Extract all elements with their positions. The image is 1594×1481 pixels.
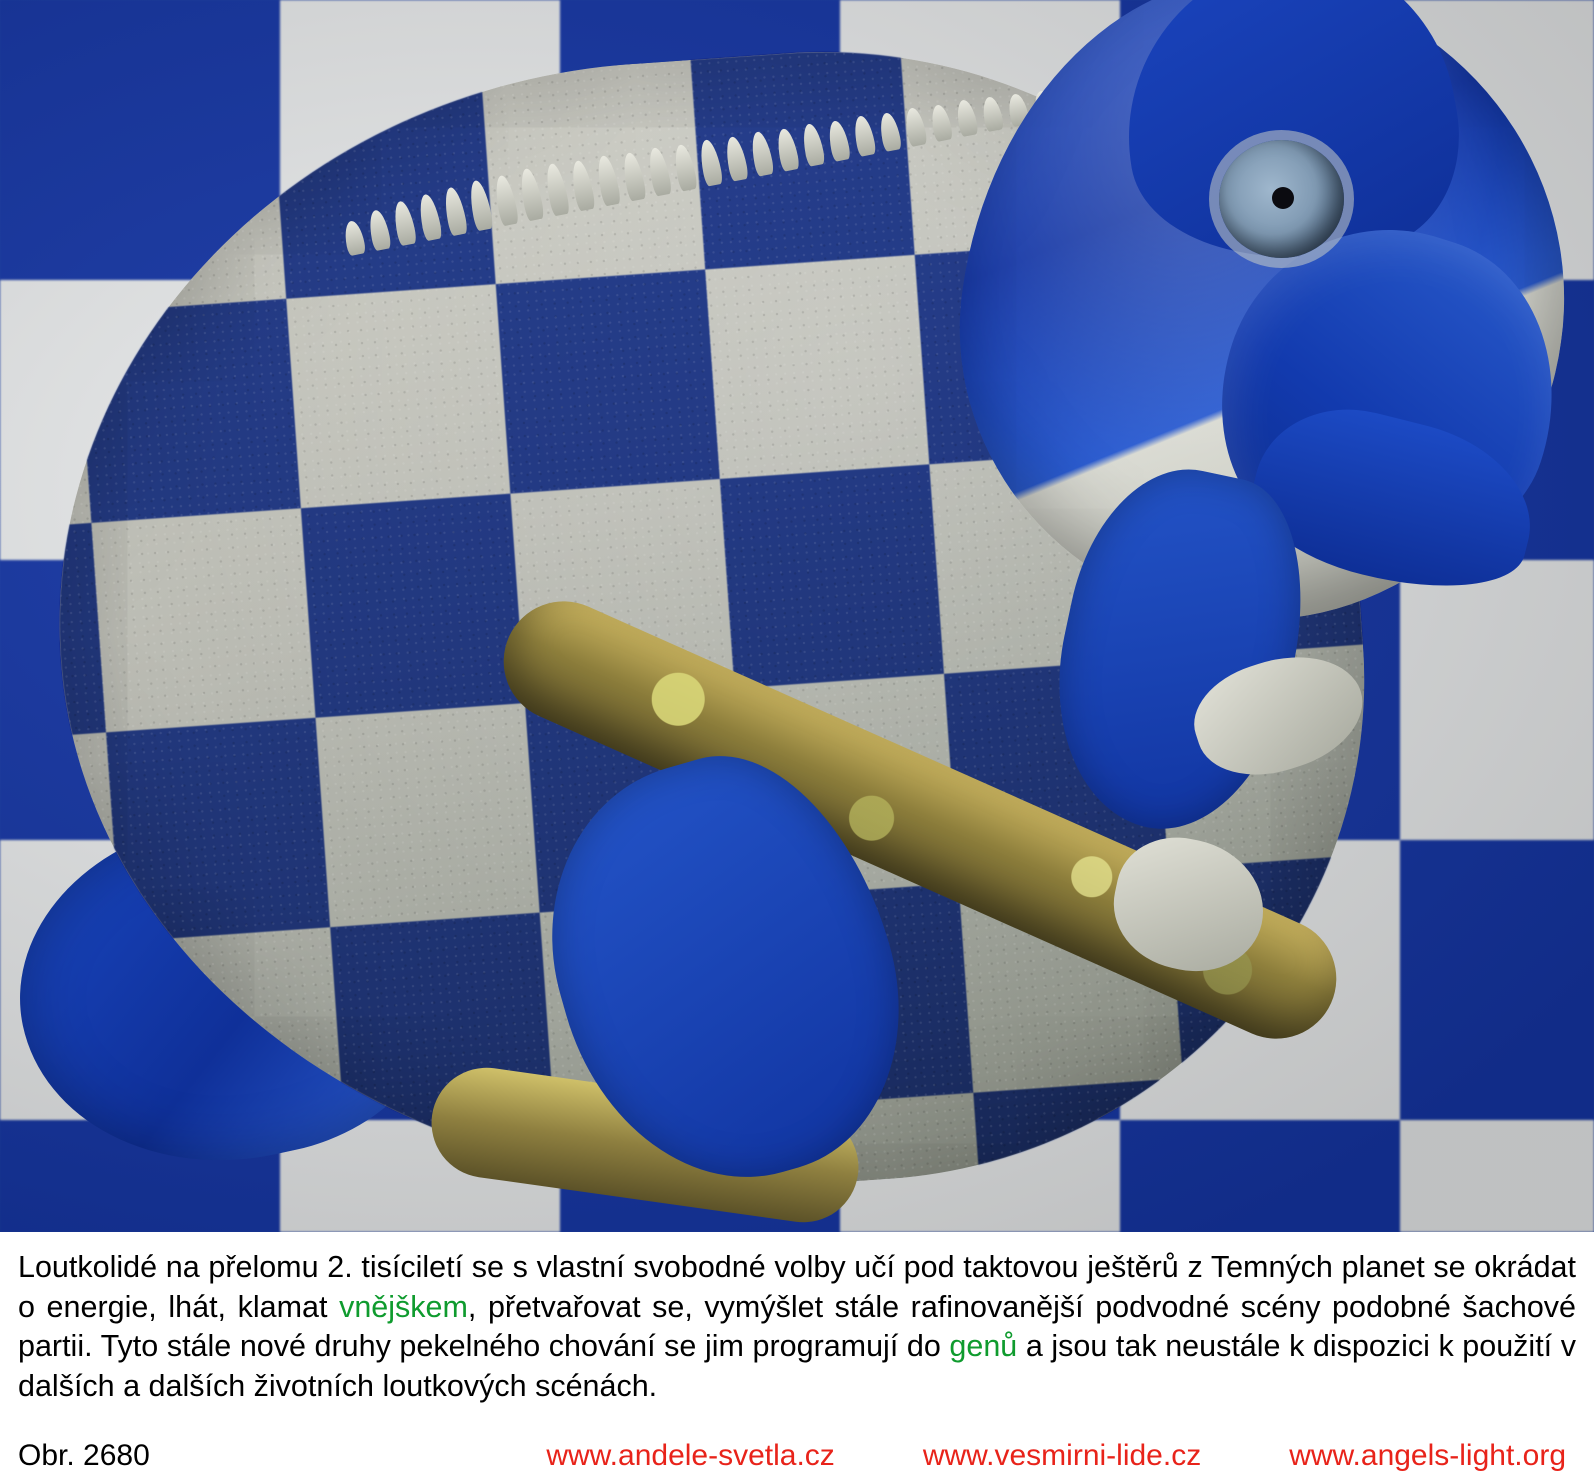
link-andele-svetla[interactable]: www.andele-svetla.cz bbox=[546, 1439, 835, 1472]
figure-number: Obr. 2680 bbox=[18, 1439, 150, 1472]
link-vesmirni-lide[interactable]: www.vesmirni-lide.cz bbox=[922, 1439, 1202, 1472]
caption-paragraph bbox=[18, 1248, 1576, 1407]
chameleon-eye bbox=[1219, 140, 1344, 258]
website-links bbox=[150, 1439, 1576, 1473]
caption-part-2: , přetvařovat se, vymýšlet stále rafinovanější podvodné scény podobné šachové partii. Tyto stále nové druhy pekelného chování se jim programují do bbox=[18, 1289, 1576, 1364]
caption-part-1: Loutkolidé na přelomu 2. tisíciletí se s vlastní svobodné volby učí pod taktovou ještěrů z Temných planet se okrádat o energie, lhát, klamat bbox=[18, 1250, 1576, 1324]
caption-highlight-genu: genů bbox=[949, 1329, 1018, 1364]
link-angels-light[interactable]: www.angels-light.org bbox=[1289, 1439, 1566, 1472]
caption-block bbox=[0, 1232, 1594, 1481]
chameleon-pupil bbox=[1272, 187, 1294, 209]
caption-footer bbox=[18, 1439, 1576, 1473]
caption-highlight-vnejskem: vnějškem bbox=[339, 1289, 468, 1324]
caption-part-3: a jsou tak neustále k dispozici k použití v dalších a dalších životních loutkových scénách. bbox=[18, 1329, 1576, 1403]
